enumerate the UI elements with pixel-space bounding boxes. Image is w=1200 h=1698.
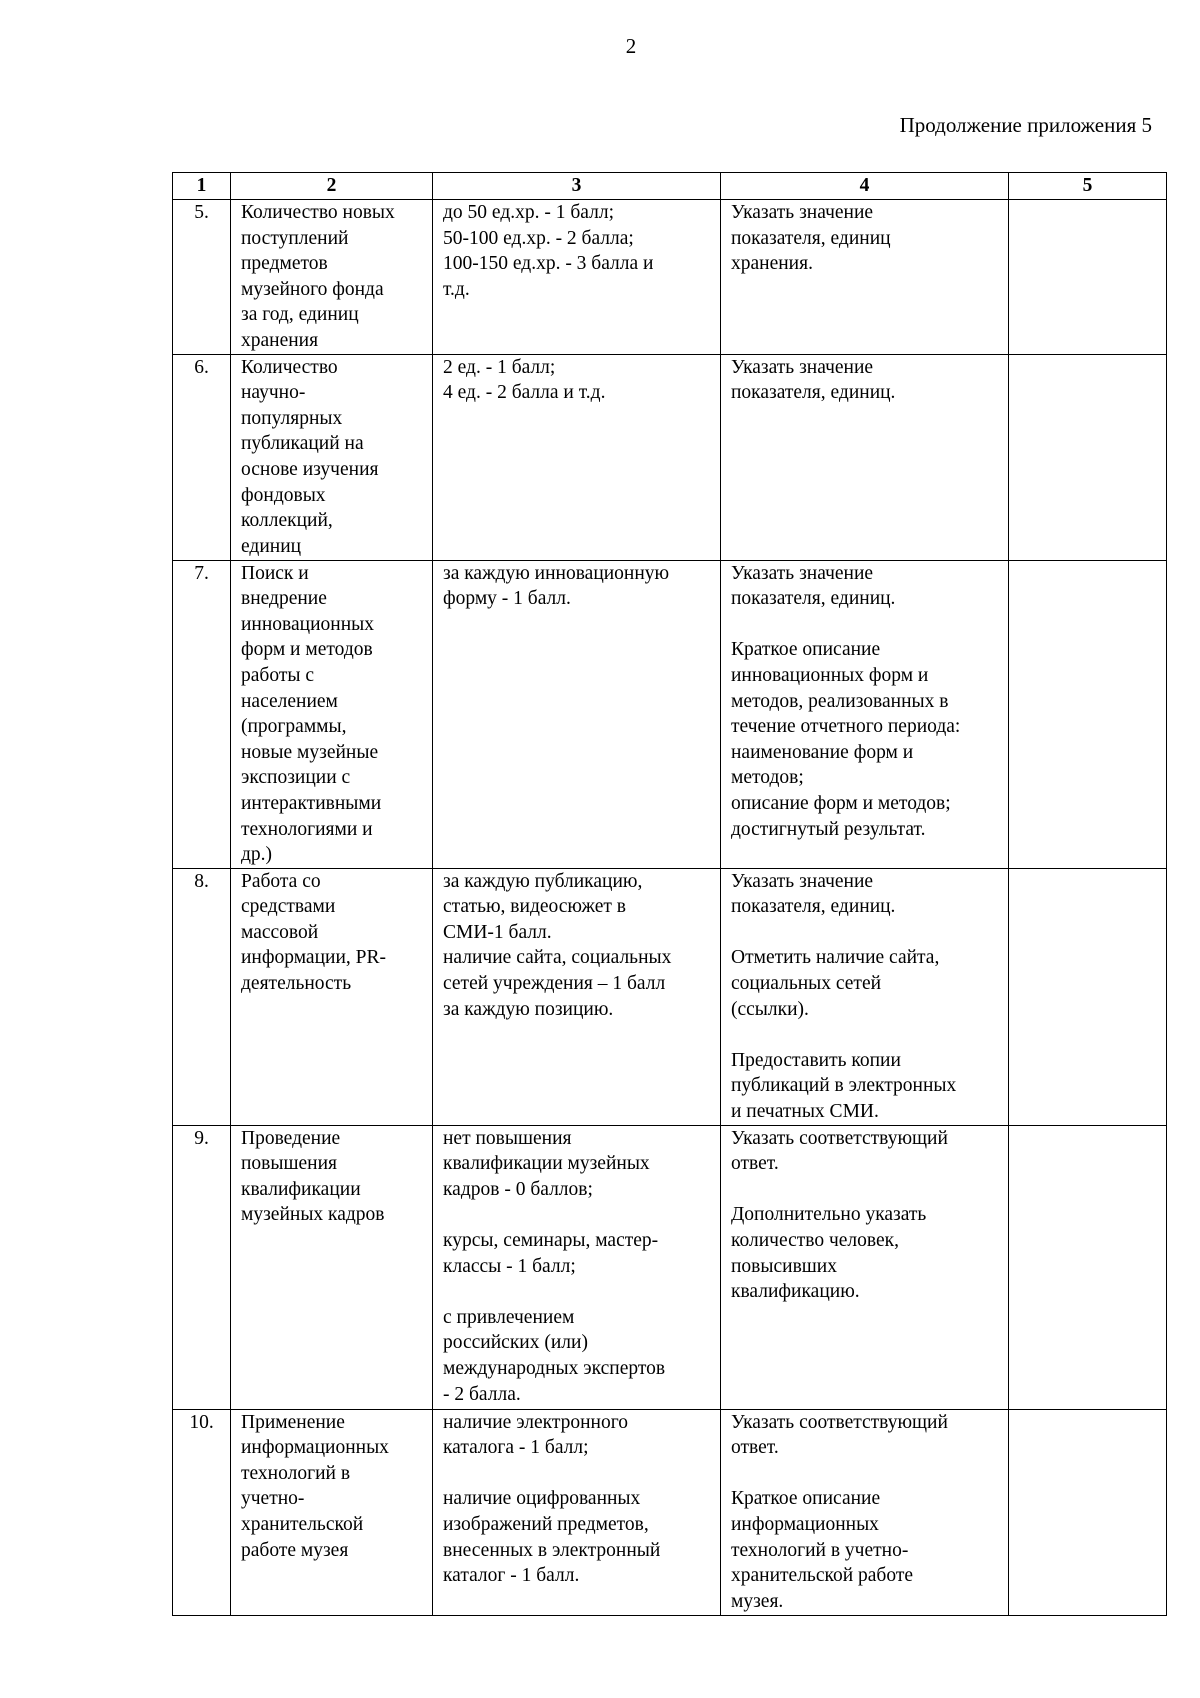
instructions-cell — [721, 200, 1009, 355]
scoring-line: наличие оцифрованных — [443, 1488, 641, 1510]
instructions-line: хранения. — [731, 253, 813, 275]
instructions-line: течение отчетного периода: — [731, 716, 961, 738]
scoring-line: статью, видеосюжет в — [443, 896, 626, 918]
instructions-line: описание форм и методов; — [731, 792, 951, 814]
scoring-line: 50-100 ед.хр. - 2 балла; — [443, 227, 634, 249]
value-cell[interactable] — [1009, 200, 1167, 355]
criterion-cell — [231, 1125, 433, 1409]
criterion-line: основе изучения — [241, 458, 379, 480]
instructions-line: (ссылки). — [731, 998, 809, 1020]
instructions-line: технологий в учетно- — [731, 1539, 909, 1561]
criterion-line: населением — [241, 690, 338, 712]
scoring-line: - 2 балла. — [443, 1383, 521, 1405]
instructions-line: Отметить наличие сайта, — [731, 947, 940, 969]
row-number: 10. — [173, 1409, 231, 1615]
table-row — [173, 1125, 1167, 1409]
criterion-line: хранительской — [241, 1514, 364, 1535]
instructions-line — [731, 612, 1008, 638]
row-number: 7. — [173, 560, 231, 868]
criterion-line: поступлений — [241, 227, 349, 249]
instructions-line: квалификацию. — [731, 1281, 860, 1303]
criterion-line: массовой — [241, 921, 319, 943]
instructions-cell — [721, 868, 1009, 1125]
row-number: 6. — [173, 354, 231, 560]
instructions-line: ответ. — [731, 1437, 779, 1459]
scoring-line: курсы, семинары, мастер- — [443, 1230, 659, 1251]
instructions-cell — [721, 560, 1009, 868]
criterion-line: экспозиции с — [241, 767, 351, 789]
criterion-line: технологий в — [241, 1462, 351, 1484]
scoring-line — [443, 1461, 720, 1487]
instructions-line: ответ. — [731, 1153, 779, 1175]
instructions-line: Краткое описание — [731, 1488, 881, 1510]
value-cell[interactable] — [1009, 1125, 1167, 1409]
scoring-cell — [433, 354, 721, 560]
scoring-line: наличие электронного — [443, 1411, 628, 1433]
criterion-line: инновационных — [241, 613, 375, 635]
instructions-line: инновационных форм и — [731, 664, 929, 686]
scoring-line — [443, 1279, 720, 1305]
scoring-line: изображений предметов, — [443, 1514, 649, 1535]
criterion-line: технологиями и — [241, 818, 373, 840]
table-body — [173, 200, 1167, 1616]
value-cell[interactable] — [1009, 1409, 1167, 1615]
criterion-line: за год, единиц — [241, 304, 359, 326]
instructions-line: информационных — [731, 1514, 879, 1535]
criterion-line: коллекций, — [241, 510, 333, 532]
scoring-cell — [433, 560, 721, 868]
scoring-line: нет повышения — [443, 1127, 572, 1149]
instructions-line — [731, 920, 1008, 946]
criterion-line: Проведение — [241, 1127, 341, 1149]
criterion-line: Поиск и — [241, 562, 309, 584]
column-header: 3 — [433, 173, 721, 200]
scoring-cell — [433, 1409, 721, 1615]
scoring-line: т.д. — [443, 278, 470, 300]
criterion-line: др.) — [241, 844, 273, 866]
criterion-line: музейного фонда — [241, 278, 384, 300]
criterion-line: форм и методов — [241, 639, 373, 661]
criterion-line: Количество новых — [241, 202, 395, 223]
instructions-line: показателя, единиц — [731, 227, 891, 249]
criterion-cell — [231, 868, 433, 1125]
instructions-line: показателя, единиц. — [731, 382, 896, 404]
instructions-line: достигнутый результат. — [731, 818, 926, 840]
instructions-cell — [721, 1409, 1009, 1615]
instructions-line: хранительской работе — [731, 1565, 914, 1587]
instructions-cell — [721, 1125, 1009, 1409]
instructions-line: Указать соответствующий — [731, 1411, 948, 1433]
scoring-line: СМИ-1 балл. — [443, 921, 552, 943]
criterion-line: интерактивными — [241, 792, 382, 814]
criterion-line: единиц — [241, 535, 302, 557]
scoring-line: сетей учреждения – 1 балл — [443, 973, 666, 995]
criterion-line: средствами — [241, 896, 336, 918]
value-cell[interactable] — [1009, 868, 1167, 1125]
criterion-line: новые музейные — [241, 741, 379, 763]
column-header: 1 — [173, 173, 231, 200]
instructions-line: и печатных СМИ. — [731, 1101, 879, 1123]
appendix-continuation-label: Продолжение приложения 5 — [899, 113, 1152, 137]
criterion-line: предметов — [241, 253, 328, 275]
criterion-line: хранения — [241, 329, 319, 351]
criterion-line: Применение — [241, 1411, 345, 1433]
instructions-line — [731, 1177, 1008, 1203]
instructions-line: Краткое описание — [731, 639, 881, 661]
column-header: 4 — [721, 173, 1009, 200]
instructions-line: Указать значение — [731, 870, 874, 892]
instructions-line: музея. — [731, 1590, 784, 1612]
criterion-line: внедрение — [241, 588, 327, 610]
row-number: 9. — [173, 1125, 231, 1409]
criterion-line: (программы, — [241, 716, 347, 738]
instructions-line: показателя, единиц. — [731, 588, 896, 610]
scoring-line — [443, 1202, 720, 1228]
scoring-line: 4 ед. - 2 балла и т.д. — [443, 382, 606, 404]
instructions-line: Дополнительно указать — [731, 1204, 927, 1226]
instructions-cell — [721, 354, 1009, 560]
criterion-line: деятельность — [241, 973, 352, 995]
scoring-line: квалификации музейных — [443, 1153, 650, 1175]
instructions-line — [731, 1022, 1008, 1048]
instructions-line: наименование форм и — [731, 741, 914, 763]
instructions-line: методов, реализованных в — [731, 690, 949, 712]
criterion-line: работы с — [241, 664, 314, 686]
scoring-line: внесенных в электронный — [443, 1539, 661, 1561]
criterion-line: повышения — [241, 1153, 338, 1175]
scoring-line: наличие сайта, социальных — [443, 947, 672, 969]
table-row — [173, 1409, 1167, 1615]
scoring-line: международных экспертов — [443, 1357, 666, 1379]
scoring-cell — [433, 200, 721, 355]
criterion-cell — [231, 200, 433, 355]
scoring-line: форму - 1 балл. — [443, 588, 571, 610]
instructions-line: Указать соответствующий — [731, 1127, 948, 1149]
row-number: 5. — [173, 200, 231, 355]
instructions-line: Указать значение — [731, 356, 874, 378]
table-row — [173, 868, 1167, 1125]
table-row — [173, 560, 1167, 868]
criterion-line: Количество — [241, 356, 338, 378]
criterion-line: популярных — [241, 407, 343, 429]
scoring-line: за каждую позицию. — [443, 998, 614, 1020]
instructions-line: методов; — [731, 767, 804, 789]
scoring-line: классы - 1 балл; — [443, 1255, 576, 1277]
instructions-line: Предоставить копии — [731, 1049, 901, 1071]
criterion-line: Работа со — [241, 870, 321, 892]
criterion-line: информационных — [241, 1437, 389, 1459]
value-cell[interactable] — [1009, 354, 1167, 560]
column-header: 2 — [231, 173, 433, 200]
scoring-line: каталога - 1 балл; — [443, 1437, 589, 1459]
criterion-line: музейных кадров — [241, 1204, 385, 1226]
scoring-line: 100-150 ед.хр. - 3 балла и — [443, 253, 654, 275]
scoring-line: с привлечением — [443, 1306, 575, 1328]
criteria-table — [172, 172, 1167, 1616]
criterion-line: научно- — [241, 382, 306, 404]
value-cell[interactable] — [1009, 560, 1167, 868]
instructions-line: Указать значение — [731, 562, 874, 584]
criterion-line: фондовых — [241, 484, 326, 506]
scoring-line: до 50 ед.хр. - 1 балл; — [443, 202, 614, 223]
criterion-line: работе музея — [241, 1539, 349, 1561]
scoring-line: за каждую публикацию, — [443, 870, 643, 892]
criterion-line: учетно- — [241, 1488, 305, 1510]
scoring-line: российских (или) — [443, 1332, 588, 1354]
instructions-line: социальных сетей — [731, 973, 882, 995]
criterion-cell — [231, 560, 433, 868]
column-header: 5 — [1009, 173, 1167, 200]
table-row — [173, 200, 1167, 355]
criterion-line: публикаций на — [241, 433, 364, 455]
table-row — [173, 354, 1167, 560]
scoring-cell — [433, 868, 721, 1125]
instructions-line: публикаций в электронных — [731, 1075, 957, 1097]
scoring-line: за каждую инновационную — [443, 562, 670, 584]
criterion-line: квалификации — [241, 1178, 361, 1200]
criterion-cell — [231, 354, 433, 560]
criterion-cell — [231, 1409, 433, 1615]
scoring-line: каталог - 1 балл. — [443, 1565, 580, 1587]
row-number: 8. — [173, 868, 231, 1125]
instructions-line — [731, 1461, 1008, 1487]
page-number: 2 — [625, 34, 637, 58]
table-header-row — [173, 173, 1167, 200]
instructions-line: количество человек, — [731, 1230, 900, 1251]
criterion-line: информации, PR- — [241, 947, 386, 969]
scoring-line: кадров - 0 баллов; — [443, 1178, 593, 1200]
scoring-line: 2 ед. - 1 балл; — [443, 356, 556, 378]
instructions-line: Указать значение — [731, 202, 874, 223]
instructions-line: показателя, единиц. — [731, 896, 896, 918]
instructions-line: повысивших — [731, 1255, 837, 1277]
scoring-cell — [433, 1125, 721, 1409]
